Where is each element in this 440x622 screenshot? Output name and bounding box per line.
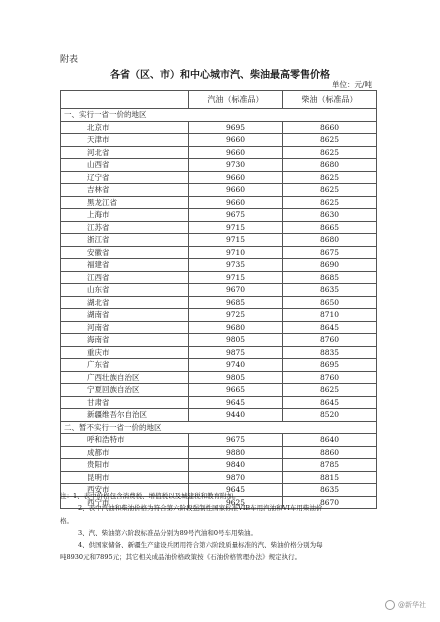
diesel-price: 8835 <box>283 346 377 359</box>
table-row <box>61 146 377 159</box>
note-line: 4、供国家储备、新疆生产建设兵团用符合第六阶段质量标准的汽、柴油价格分别为每 <box>78 541 323 550</box>
gasoline-price: 9670 <box>189 284 283 297</box>
region-name: 广西壮族自治区 <box>61 371 189 384</box>
section-row <box>61 109 377 122</box>
gasoline-price: 9735 <box>189 259 283 272</box>
table-row <box>61 346 377 359</box>
gasoline-price: 9710 <box>189 246 283 259</box>
region-name: 新疆维吾尔自治区 <box>61 409 189 422</box>
table-row <box>61 396 377 409</box>
table-row <box>61 321 377 334</box>
gasoline-price: 9715 <box>189 221 283 234</box>
note-line: 注：1、表中价格包含消费税、增值税以及城建税和教育附加。 <box>60 492 240 500</box>
region-name: 上海市 <box>61 209 189 222</box>
table-row <box>61 359 377 372</box>
section-row <box>61 421 377 434</box>
diesel-price: 8630 <box>283 209 377 222</box>
gasoline-price: 9625 <box>189 496 283 509</box>
price-table <box>60 90 377 509</box>
region-name: 甘肃省 <box>61 396 189 409</box>
gasoline-price: 9645 <box>189 396 283 409</box>
gasoline-price: 9665 <box>189 384 283 397</box>
table-row <box>61 134 377 147</box>
header-gasoline: 汽油（标准品） <box>189 91 283 109</box>
region-name: 河北省 <box>61 146 189 159</box>
weibo-icon <box>385 600 395 610</box>
table-row <box>61 446 377 459</box>
gasoline-price: 9695 <box>189 121 283 134</box>
gasoline-price: 9840 <box>189 459 283 472</box>
region-name: 福建省 <box>61 259 189 272</box>
table-row <box>61 209 377 222</box>
gasoline-price: 9645 <box>189 484 283 497</box>
diesel-price: 8645 <box>283 396 377 409</box>
region-name: 成都市 <box>61 446 189 459</box>
gasoline-price: 9675 <box>189 209 283 222</box>
gasoline-price: 9880 <box>189 446 283 459</box>
unit-label: 单位：元/吨 <box>331 80 372 89</box>
gasoline-price: 9870 <box>189 471 283 484</box>
note-line: 格。 <box>60 516 73 525</box>
diesel-price: 8625 <box>283 384 377 397</box>
appendix-label: 附表 <box>60 55 79 65</box>
gasoline-price: 9715 <box>189 234 283 247</box>
diesel-price: 8690 <box>283 259 377 272</box>
diesel-price: 8625 <box>283 146 377 159</box>
region-name: 西宁市 <box>61 496 189 509</box>
diesel-price: 8520 <box>283 409 377 422</box>
table-row <box>61 384 377 397</box>
gasoline-price: 9660 <box>189 184 283 197</box>
region-name: 北京市 <box>61 121 189 134</box>
table-row <box>61 121 377 134</box>
note-line: 3、汽、柴油第六阶段标准品分别为89号汽油和0号车用柴油。 <box>78 528 258 537</box>
diesel-price: 8680 <box>283 234 377 247</box>
region-name: 昆明市 <box>61 471 189 484</box>
notes-block <box>60 490 382 564</box>
gasoline-price: 9660 <box>189 171 283 184</box>
gasoline-price: 9660 <box>189 134 283 147</box>
gasoline-price: 9725 <box>189 309 283 322</box>
table-header-row <box>61 91 377 109</box>
diesel-price: 8685 <box>283 271 377 284</box>
region-name: 湖南省 <box>61 309 189 322</box>
table-row <box>61 296 377 309</box>
region-name: 安徽省 <box>61 246 189 259</box>
region-name: 江西省 <box>61 271 189 284</box>
diesel-price: 8635 <box>283 284 377 297</box>
table-row <box>61 409 377 422</box>
gasoline-price: 9660 <box>189 196 283 209</box>
region-name: 辽宁省 <box>61 171 189 184</box>
diesel-price: 8760 <box>283 371 377 384</box>
region-name: 山西省 <box>61 159 189 172</box>
section-label: 一、实行一省一价的地区 <box>61 109 377 122</box>
gasoline-price: 9440 <box>189 409 283 422</box>
diesel-price: 8625 <box>283 171 377 184</box>
table-row <box>61 471 377 484</box>
note-line: 吨8930元和7895元；其它相关成品油价格政策按《石油价格管理办法》规定执行。 <box>60 553 302 562</box>
table-row <box>61 221 377 234</box>
diesel-price: 8815 <box>283 471 377 484</box>
gasoline-price: 9660 <box>189 146 283 159</box>
region-name: 重庆市 <box>61 346 189 359</box>
table-row <box>61 159 377 172</box>
diesel-price: 8625 <box>283 134 377 147</box>
table-row <box>61 309 377 322</box>
diesel-price: 8670 <box>283 496 377 509</box>
table-row <box>61 234 377 247</box>
diesel-price: 8660 <box>283 121 377 134</box>
gasoline-price: 9730 <box>189 159 283 172</box>
region-name: 天津市 <box>61 134 189 147</box>
diesel-price: 8710 <box>283 309 377 322</box>
gasoline-price: 9675 <box>189 434 283 447</box>
table-row <box>61 246 377 259</box>
diesel-price: 8665 <box>283 221 377 234</box>
diesel-price: 8860 <box>283 446 377 459</box>
diesel-price: 8650 <box>283 296 377 309</box>
diesel-price: 8635 <box>283 484 377 497</box>
table-row <box>61 196 377 209</box>
page-title: 各省（区、市）和中心城市汽、柴油最高零售价格 <box>110 70 330 81</box>
region-name: 贵阳市 <box>61 459 189 472</box>
diesel-price: 8640 <box>283 434 377 447</box>
watermark <box>385 600 426 610</box>
region-name: 黑龙江省 <box>61 196 189 209</box>
table-row <box>61 184 377 197</box>
table-row <box>61 334 377 347</box>
region-name: 宁夏回族自治区 <box>61 384 189 397</box>
gasoline-price: 9715 <box>189 271 283 284</box>
table-row <box>61 271 377 284</box>
region-name: 浙江省 <box>61 234 189 247</box>
table-row <box>61 259 377 272</box>
diesel-price: 8760 <box>283 334 377 347</box>
region-name: 海南省 <box>61 334 189 347</box>
gasoline-price: 9875 <box>189 346 283 359</box>
table-row <box>61 459 377 472</box>
gasoline-price: 9805 <box>189 371 283 384</box>
region-name: 广东省 <box>61 359 189 372</box>
table-row <box>61 371 377 384</box>
table-row <box>61 434 377 447</box>
gasoline-price: 9680 <box>189 321 283 334</box>
region-name: 西安市 <box>61 484 189 497</box>
diesel-price: 8785 <box>283 459 377 472</box>
gasoline-price: 9740 <box>189 359 283 372</box>
table-row <box>61 171 377 184</box>
header-empty-cell <box>61 91 189 109</box>
diesel-price: 8680 <box>283 159 377 172</box>
diesel-price: 8695 <box>283 359 377 372</box>
region-name: 湖北省 <box>61 296 189 309</box>
gasoline-price: 9805 <box>189 334 283 347</box>
header-diesel: 柴油（标准品） <box>283 91 377 109</box>
region-name: 吉林省 <box>61 184 189 197</box>
note-line: 2、表中汽油和柴油价格为符合第六阶段强制性国家标准VIB车用汽油和VI车用柴油价 <box>78 504 323 513</box>
table-row <box>61 284 377 297</box>
diesel-price: 8645 <box>283 321 377 334</box>
diesel-price: 8625 <box>283 184 377 197</box>
watermark-text: @新华社 <box>398 601 426 609</box>
diesel-price: 8625 <box>283 196 377 209</box>
region-name: 江苏省 <box>61 221 189 234</box>
region-name: 山东省 <box>61 284 189 297</box>
gasoline-price: 9685 <box>189 296 283 309</box>
region-name: 呼和浩特市 <box>61 434 189 447</box>
region-name: 河南省 <box>61 321 189 334</box>
diesel-price: 8675 <box>283 246 377 259</box>
section-label: 二、暂不实行一省一价的地区 <box>61 421 377 434</box>
